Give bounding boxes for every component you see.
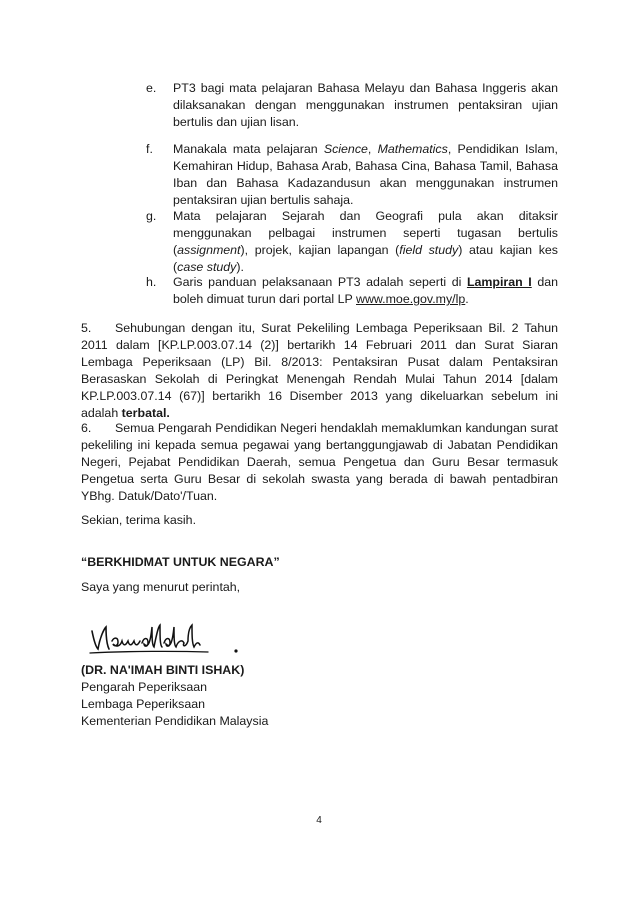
paragraph-5-text: Sehubungan dengan itu, Surat Pekeliling Lembaga Peperiksaan Bil. 2 Tahun 2011 dalam [KP.LP.003.07.14 (2)] bertarikh 14 Februari 2011 dan Surat Siaran Lembaga Peperiksaan (LP) Bil. 8/2013: Pentaksiran Pusat dalam Pentaksiran Berasaskan Sekolah di Peringkat Menengah Rendah Mulai Tahun 2014 [dalam KP.LP.003.07.14 (67)] bertarikh 16 Disember 2013 yang dikeluarkan sebelum ini adalah	[81, 321, 558, 420]
item-f-science: Science	[323, 142, 368, 156]
item-f-maths: Mathematics	[377, 142, 448, 156]
item-e-letter: e.	[146, 81, 157, 95]
item-g-field: field study	[399, 243, 459, 257]
paragraph-6-number: 6.	[81, 421, 92, 435]
paragraph-6-text: Semua Pengarah Pendidikan Negeri hendaklah memaklumkan kandungan surat pekeliling ini kepada semua pegawai yang bertanggungjawab di Jabatan Pendidikan Negeri, Pejabat Pendidikan Daerah, semua Pengetua dan Guru Besar termasuk Pengetua serta Guru Besar di sekolah swasta yang berada di bawah pentadbiran YBhg. Datuk/Dato'/Tuan.	[81, 421, 558, 503]
lampiran-link[interactable]: Lampiran I	[466, 275, 532, 289]
paragraph-5	[81, 320, 558, 422]
item-g-end: ).	[236, 260, 244, 274]
paragraph-5-number: 5.	[81, 321, 92, 335]
item-f-letter: f.	[146, 142, 153, 156]
paragraph-6	[81, 420, 558, 505]
signatory-title-2: Lembaga Peperiksaan	[81, 697, 205, 711]
item-g-case: case study	[177, 260, 237, 274]
item-h-pre: Garis panduan pelaksanaan PT3 adalah seperti di	[173, 275, 467, 289]
item-g-assignment: assignment	[177, 243, 241, 257]
signature-image	[88, 617, 248, 657]
signatory-name: (DR. NA'IMAH BINTI ISHAK)	[81, 663, 245, 677]
item-f-text	[173, 141, 558, 209]
item-h-letter: h.	[146, 275, 157, 289]
item-g-letter: g.	[146, 209, 157, 223]
closing-order: Saya yang menurut perintah,	[81, 580, 241, 594]
item-g-mid2: ) atau kajian kes (	[173, 243, 558, 274]
signatory-title-1: Pengarah Peperiksaan	[81, 680, 208, 694]
item-h-text	[173, 274, 558, 308]
item-h-mid: dan boleh dimuat turun dari portal LP	[173, 275, 558, 306]
item-f-comma: ,	[367, 142, 378, 156]
item-g-mid1: ), projek, kajian lapangan (	[240, 243, 400, 257]
item-e-text: PT3 bagi mata pelajaran Bahasa Melayu dan Bahasa Inggeris akan dilaksanakan dengan menggunakan instrumen pentaksiran ujian bertulis dan ujian lisan.	[173, 81, 558, 129]
item-g-text	[173, 208, 558, 276]
closing-motto: “BERKHIDMAT UNTUK NEGARA”	[81, 555, 280, 569]
page-number: 4	[316, 815, 322, 826]
item-h-end: .	[465, 292, 469, 306]
paragraph-5-bold: terbatal.	[121, 406, 170, 420]
item-g-pre: Mata pelajaran Sejarah dan Geografi pula akan ditaksir menggunakan pelbagai instrumen seperti tugasan bertulis (	[173, 209, 558, 257]
signatory-title-3: Kementerian Pendidikan Malaysia	[81, 714, 269, 728]
portal-url-link[interactable]: www.moe.gov.my/lp	[356, 292, 466, 306]
closing-thanks: Sekian, terima kasih.	[81, 513, 197, 527]
item-f-post: , Pendidikan Islam, Kemahiran Hidup, Bahasa Arab, Bahasa Cina, Bahasa Tamil, Bahasa Iban dan Bahasa Kadazandusun akan menggunakan instrumen pentaksiran ujian bertulis sahaja.	[173, 142, 558, 207]
item-f-pre: Manakala mata pelajaran	[173, 142, 324, 156]
